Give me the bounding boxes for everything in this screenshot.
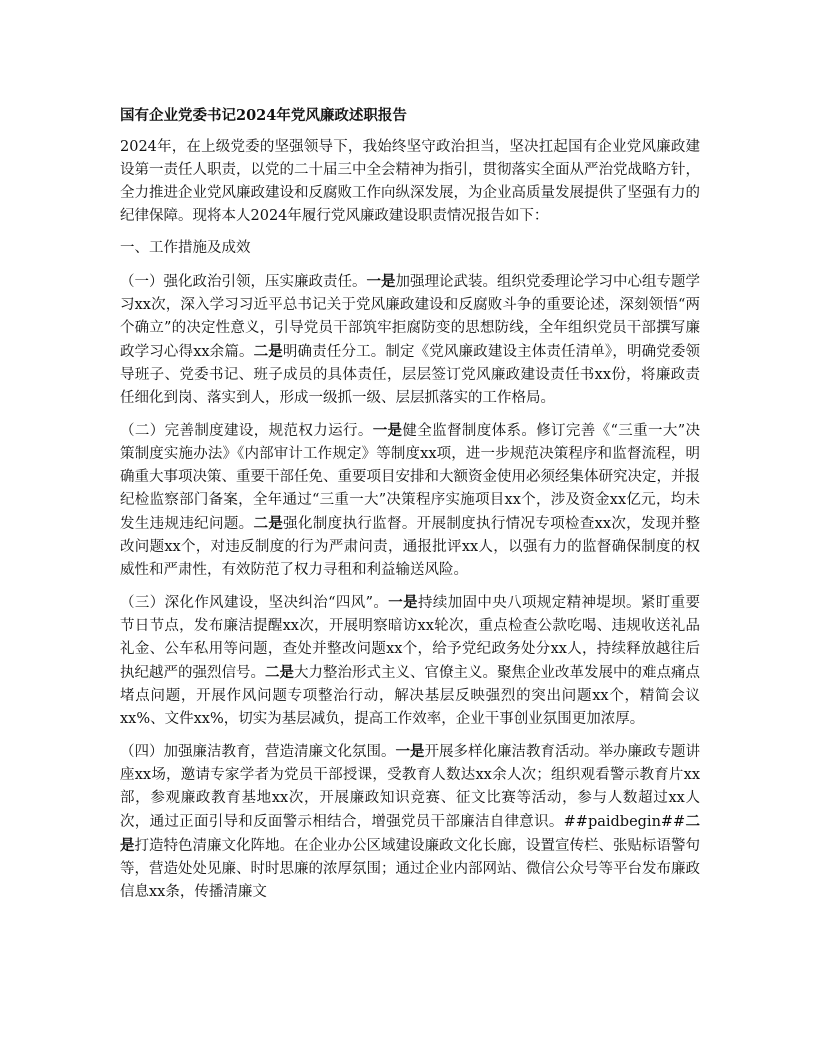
emphasis-first: 一是	[388, 594, 418, 611]
emphasis-first: 一是	[366, 273, 396, 290]
paragraph-system-building	[120, 419, 700, 582]
paragraph-text: 开展多样化廉洁教育活动。举办廉政专题讲座xx场，邀请专家学者为党员干部授课，受教育人数达xx余人次；组织观看警示教育片xx部，参观廉政教育基地xx次，开展廉政知识竞赛、征文比赛等活动，参与人数超过xx人次，通过正面引导和反面警示相结合，增强党员干部廉洁自律意识。##paidbegin##	[120, 744, 700, 830]
paragraph-text: 打造特色清廉文化阵地。在企业办公区域建设廉政文化长廊，设置宣传栏、张贴标语警句等，营造处处见廉、时时思廉的浓厚氛围；通过企业内部网站、微信公众号等平台发布廉政信息xx条，传播清廉文	[120, 838, 700, 900]
paragraph-lead: （二）完善制度建设，规范权力运行。	[120, 423, 373, 439]
paragraph-text: 明确责任分工。制定《党风廉政建设主体责任清单》，明确党委领导班子、党委书记、班子成员的具体责任，层层签订党风廉政建设责任书xx份，将廉政责任细化到岗、落实到人，形成一级抓一级、层层抓落实的工作格局。	[120, 344, 701, 406]
emphasis-second: 二是	[265, 664, 294, 681]
emphasis-second: 二是	[253, 515, 284, 532]
document-page	[120, 104, 700, 913]
section-heading: 一、工作措施及成效	[120, 240, 251, 256]
intro-paragraph: 2024年，在上级党委的坚强领导下，我始终坚守政治担当，坚决扛起国有企业党风廉政建设第一责任人职责，以党的二十届三中全会精神为指引，贯彻落实全面从严治党战略方针，全力推进企业党风廉政建设和反腐败工作向纵深发展，为企业高质量发展提供了坚强有力的纪律保障。现将本人2024年履行党风廉政建设职责情况报告如下：	[120, 139, 700, 224]
paragraph-text: 持续加固中央八项规定精神堤坝。紧盯重要节日节点，发布廉洁提醒xx次，开展明察暗访xx轮次，重点检查公款吃喝、违规收送礼品礼金、公车私用等问题，查处并整改问题xx个，给予党纪政务处分xx人，持续释放越往后执纪越严的强烈信号。	[120, 595, 701, 681]
paragraph-text: 健全监督制度体系。修订完善《“三重一大”决策制度实施办法》《内部审计工作规定》等制度xx项，进一步规范决策程序和监督流程，明确重大事项决策、重要干部任免、重要项目安排和大额资金使用必须经集体研究决定，并报纪检监察部门备案，全年通过“三重一大”决策程序实施项目xx个，涉及资金xx亿元，均未发生违规违纪问题。	[120, 423, 701, 532]
emphasis-second: 二是	[120, 813, 701, 854]
paragraph-lead: （一）强化政治引领，压实廉政责任。	[120, 274, 367, 290]
emphasis-first: 一是	[372, 422, 403, 439]
paragraph-lead: （三）深化作风建设，坚决纠治“四风”。	[120, 595, 389, 611]
paragraph-political-guidance	[120, 270, 700, 410]
paragraph-work-style	[120, 591, 700, 731]
paragraph-text: 加强理论武装。组织党委理论学习中心组专题学习xx次，深入学习习近平总书记关于党风廉政建设和反腐败斗争的重要论述，深刻领悟“两个确立”的决定性意义，引导党员干部筑牢拒腐防变的思想防线，全年组织党员干部撰写廉政学习心得xx余篇。	[120, 274, 700, 360]
emphasis-first: 一是	[395, 743, 425, 760]
paragraph-text: 大力整治形式主义、官僚主义。聚焦企业改革发展中的难点痛点堵点问题，开展作风问题专项整治行动，解决基层反映强烈的突出问题xx个，精简会议xx%、文件xx%，切实为基层减负，提高工作效率，企业干事创业氛围更加浓厚。	[120, 665, 700, 727]
paragraph-text: 强化制度执行监督。开展制度执行情况专项检查xx次，发现并整改问题xx个，对违反制度的行为严肃问责，通报批评xx人，以强有力的监督确保制度的权威性和严肃性，有效防范了权力寻租和利益输送风险。	[120, 516, 701, 578]
paragraph-lead: （四）加强廉洁教育，营造清廉文化氛围。	[120, 744, 396, 760]
paragraph-integrity-education	[120, 740, 700, 904]
document-title: 国有企业党委书记2024年党风廉政述职报告	[120, 107, 407, 124]
emphasis-second: 二是	[253, 343, 283, 360]
